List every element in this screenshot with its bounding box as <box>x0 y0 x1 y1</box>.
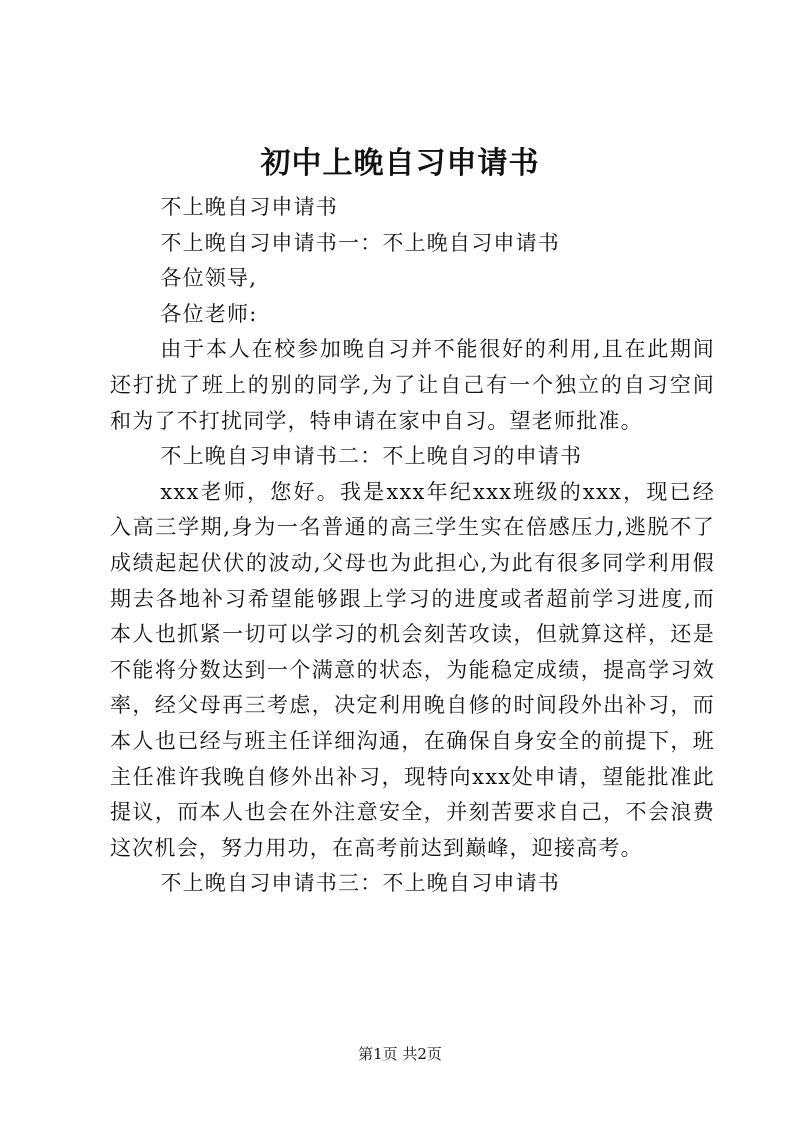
paragraph-salutation-leaders: 各位领导, <box>160 266 258 291</box>
paragraph-section-3-heading: 不上晚自习申请书三：不上晚自习申请书 <box>160 871 560 896</box>
paragraph-section-1-heading: 不上晚自习申请书一：不上晚自习申请书 <box>160 230 560 255</box>
paragraph-body-1: 由于本人在校参加晚自习并不能很好的利用,且在此期间还打扰了班上的别的同学,为了让自己有一个独立的自习空间和为了不打扰同学，特申请在家中自习。望老师批准。 <box>110 337 715 433</box>
document-body <box>110 190 715 902</box>
paragraph-salutation-teachers: 各位老师: <box>160 301 258 326</box>
paragraph-heading: 不上晚自习申请书 <box>160 195 338 219</box>
paragraph-section-2-heading: 不上晚自习申请书二：不上晚自习的申请书 <box>160 444 583 469</box>
paragraph-body-2: xxx老师，您好。我是xxx年纪xxx班级的xxx，现已经入高三学期,身为一名普通的高三学生实在倍感压力,逃脱不了成绩起起伏伏的波动,父母也为此担心,为此有很多同学利用假期去各地补习希望能够跟上学习的进度或者超前学习进度,而本人也抓紧一切可以学习的机会刻苦攻读，但就算这样，还是不能将分数达到一个满意的状态，为能稳定成绩，提高学习效率，经父母再三考虑，决定利用晚自修的时间段外出补习，而本人也已经与班主任详细沟通，在确保自身安全的前提下，班主任准许我晚自修外出补习，现特向xxx处申请，望能批准此提议，而本人也会在外注意安全，并刻苦要求自己，不会浪费这次机会，努力用功，在高考前达到巅峰，迎接高考。 <box>110 479 715 860</box>
document-title: 初中上晚自习申请书 <box>260 146 540 181</box>
page-number-footer: 第1页 共2页 <box>358 1045 442 1063</box>
